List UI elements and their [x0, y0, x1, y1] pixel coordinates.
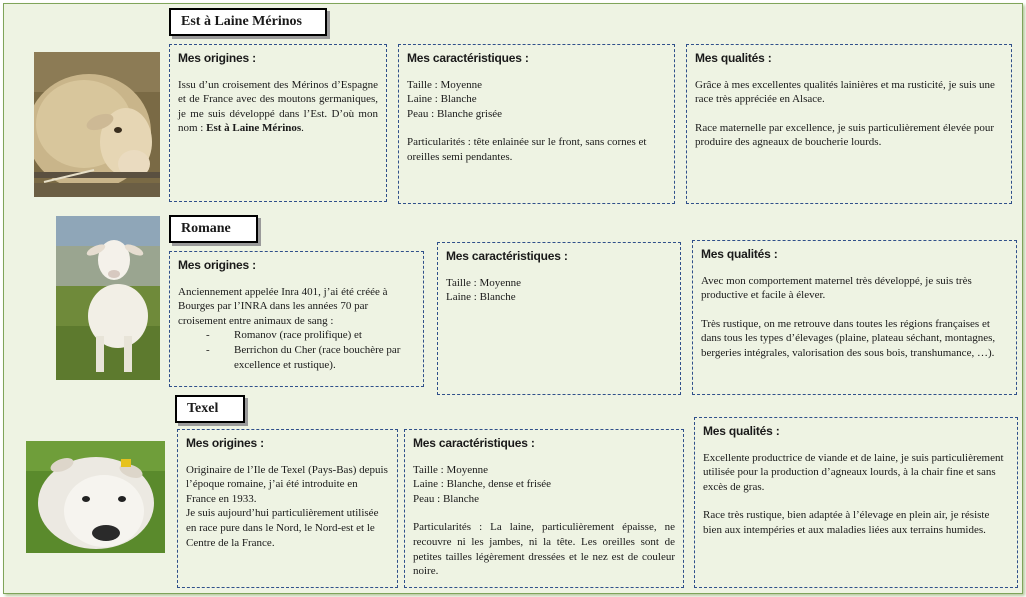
characteristics-heading: Mes caractéristiques :: [407, 51, 529, 65]
characteristic-size: Taille : Moyenne: [446, 276, 521, 289]
quality-paragraph: Excellente productrice de viande et de laine, je suis particulièrement utilisée pour la production d’agneaux lourds, à la chair fine et sans excès de gras.: [703, 451, 1004, 493]
romane-sheep-photo: [56, 216, 160, 380]
merinos-origins-card: [169, 44, 387, 202]
texel-origins-card: [177, 429, 398, 588]
breed-title-texel: Texel: [175, 395, 245, 423]
characteristic-size: Taille : Moyenne: [413, 463, 488, 476]
characteristics-heading: Mes caractéristiques :: [413, 436, 535, 450]
characteristic-skin: Peau : Blanche: [413, 492, 479, 505]
texel-sheep-photo: [26, 441, 165, 553]
quality-paragraph: Très rustique, on me retrouve dans toutes les régions françaises et dans tous les types d’élevages (plaine, plateau séchant, montagnes, bergeries intégrales, valorisation des sous bois, transhumance, …).: [701, 317, 996, 359]
quality-paragraph: Avec mon comportement maternel très développé, je suis très productive et facile à élever.: [701, 274, 972, 302]
characteristic-wool: Laine : Blanche, dense et frisée: [413, 478, 552, 491]
quality-paragraph: Grâce à mes excellentes qualités lainières et ma rusticité, je suis une race très appréciée en Alsace.: [695, 78, 995, 106]
origins-cross-item: - Romanov (race prolifique) et: [206, 328, 415, 343]
origins-text: Originaire de l’Ile de Texel (Pays-Bas) depuis l’époque romaine, j’ai été introduite en France en 1933.: [186, 463, 388, 505]
quality-paragraph: Race maternelle par excellence, je suis particulièrement élevée pour produire des agneaux de boucherie lourds.: [695, 121, 994, 149]
origins-breed-name: Est à Laine Mérinos: [206, 122, 302, 135]
origins-text: [178, 78, 378, 136]
romane-qualities-card: [692, 240, 1017, 395]
breed-title-romane: Romane: [169, 215, 258, 243]
origins-heading: Mes origines :: [178, 51, 256, 65]
qualities-heading: Mes qualités :: [695, 51, 772, 65]
texel-qualities-card: [694, 417, 1018, 588]
characteristic-size: Taille : Moyenne: [407, 78, 482, 91]
merinos-characteristics-card: [398, 44, 675, 204]
origins-text: Je suis aujourd’hui particulièrement utilisée en race pure dans le Nord, le Nord-est et le Centre de la France.: [186, 507, 379, 549]
characteristic-particularities: Particularités : La laine, particulièrement épaisse, ne recouvre ni les jambes, ni la tête. Les oreilles sont de petites tailles légèrement dressées et le nez est de couleur noire.: [413, 521, 675, 578]
origins-cross-item: - Berrichon du Cher (race bouchère par excellence et rustique).: [206, 343, 415, 372]
characteristics-heading: Mes caractéristiques :: [446, 249, 568, 263]
origins-cross-list: [178, 328, 415, 372]
origins-heading: Mes origines :: [186, 436, 264, 450]
origins-text-part: Issu d’un croisement des Mérinos d’Espagne et de France avec des moutons germaniques, je me suis développé dans l’Est. D’où mon nom :: [178, 78, 378, 135]
characteristic-wool: Laine : Blanche: [407, 93, 477, 106]
romane-origins-card: [169, 251, 424, 387]
characteristic-skin: Peau : Blanche grisée: [407, 107, 502, 120]
merinos-qualities-card: [686, 44, 1012, 204]
characteristic-particularities: Particularités : tête enlainée sur le front, sans cornes et oreilles semi pendantes.: [407, 136, 647, 163]
origins-text-end: .: [301, 122, 304, 135]
qualities-heading: Mes qualités :: [701, 247, 778, 261]
merinos-sheep-photo: [34, 52, 160, 197]
romane-characteristics-card: [437, 242, 681, 395]
texel-characteristics-card: [404, 429, 684, 588]
qualities-heading: Mes qualités :: [703, 424, 780, 438]
breed-title-merinos: Est à Laine Mérinos: [169, 8, 327, 36]
origins-heading: Mes origines :: [178, 258, 256, 272]
characteristic-wool: Laine : Blanche: [446, 291, 516, 304]
quality-paragraph: Race très rustique, bien adaptée à l’élevage en plein air, je résiste bien aux intempéries et aux maladies liées aux terrains humides.: [703, 509, 990, 536]
origins-text: Anciennement appelée Inra 401, j’ai été créée à Bourges par l’INRA dans les années 70 par croisement entre animaux de sang :: [178, 285, 388, 327]
